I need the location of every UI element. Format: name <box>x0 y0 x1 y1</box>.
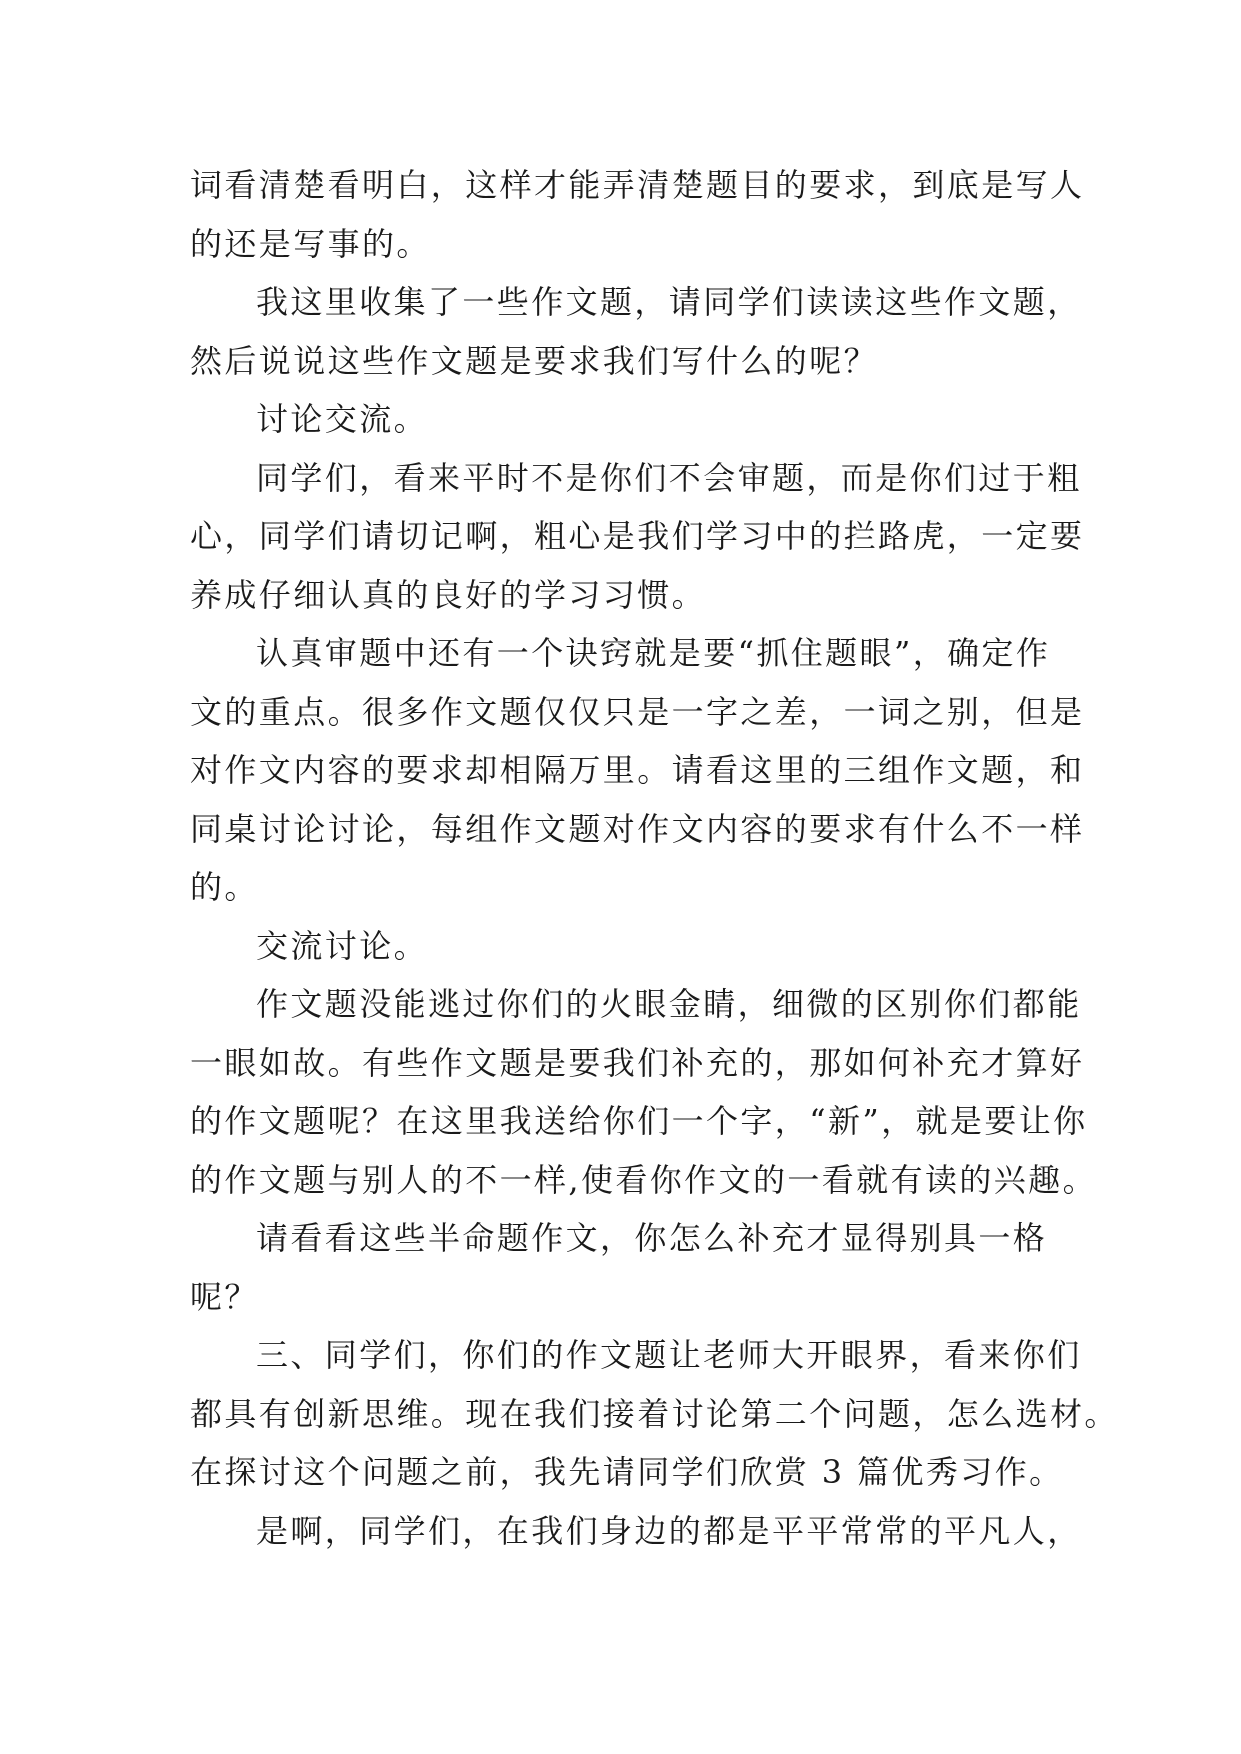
text-line: 文的重点。很多作文题仅仅只是一字之差，一词之别，但是 <box>190 692 1085 731</box>
text-line: 心，同学们请切记啊，粗心是我们学习中的拦路虎，一定要 <box>190 517 1085 555</box>
text-line: 然后说说这些作文题是要求我们写什么的呢？ <box>190 341 879 380</box>
text-line: 三、同学们，你们的作文题让老师大开眼界，看来你们 <box>256 1336 1082 1374</box>
text-line: 呢？ <box>190 1277 259 1316</box>
text-line: 交流讨论。 <box>256 926 429 965</box>
text-line: 同学们，看来平时不是你们不会审题，而是你们过于粗 <box>256 458 1082 497</box>
text-line: 请看看这些半命题作文，你怎么补充才显得别具一格 <box>256 1219 1048 1257</box>
text-line: 讨论交流。 <box>256 400 429 438</box>
text-line: 我这里收集了一些作文题，请同学们读读这些作文题， <box>256 283 1082 321</box>
text-line: 一眼如故。有些作文题是要我们补充的，那如何补充才算好 <box>190 1043 1085 1082</box>
text-line: 对作文内容的要求却相隔万里。请看这里的三组作文题，和 <box>190 751 1085 789</box>
text-line: 的作文题与别人的不一样,使看你作文的一看就有读的兴趣。 <box>190 1160 1097 1199</box>
text-line: 的作文题呢？在这里我送给你们一个字，“新”，就是要让你 <box>190 1102 1088 1140</box>
text-line: 是啊，同学们，在我们身边的都是平平常常的平凡人， <box>256 1511 1082 1550</box>
text-line: 的还是写事的。 <box>190 224 431 263</box>
body-text <box>190 156 1119 1560</box>
text-line: 在探讨这个问题之前，我先请同学们欣赏 3 篇优秀习作。 <box>190 1453 1064 1491</box>
text-line: 作文题没能逃过你们的火眼金睛，细微的区别你们都能 <box>256 985 1082 1023</box>
text-line: 认真审题中还有一个诀窍就是要“抓住题眼”，确定作 <box>256 634 1051 672</box>
text-line: 都具有创新思维。现在我们接着讨论第二个问题，怎么选材。 <box>190 1394 1119 1433</box>
text-line: 同桌讨论讨论，每组作文题对作文内容的要求有什么不一样 <box>190 809 1085 848</box>
text-line: 词看清楚看明白，这样才能弄清楚题目的要求，到底是写人 <box>190 166 1085 204</box>
text-line: 养成仔细认真的良好的学习习惯。 <box>190 575 707 614</box>
text-line: 的。 <box>190 868 259 906</box>
